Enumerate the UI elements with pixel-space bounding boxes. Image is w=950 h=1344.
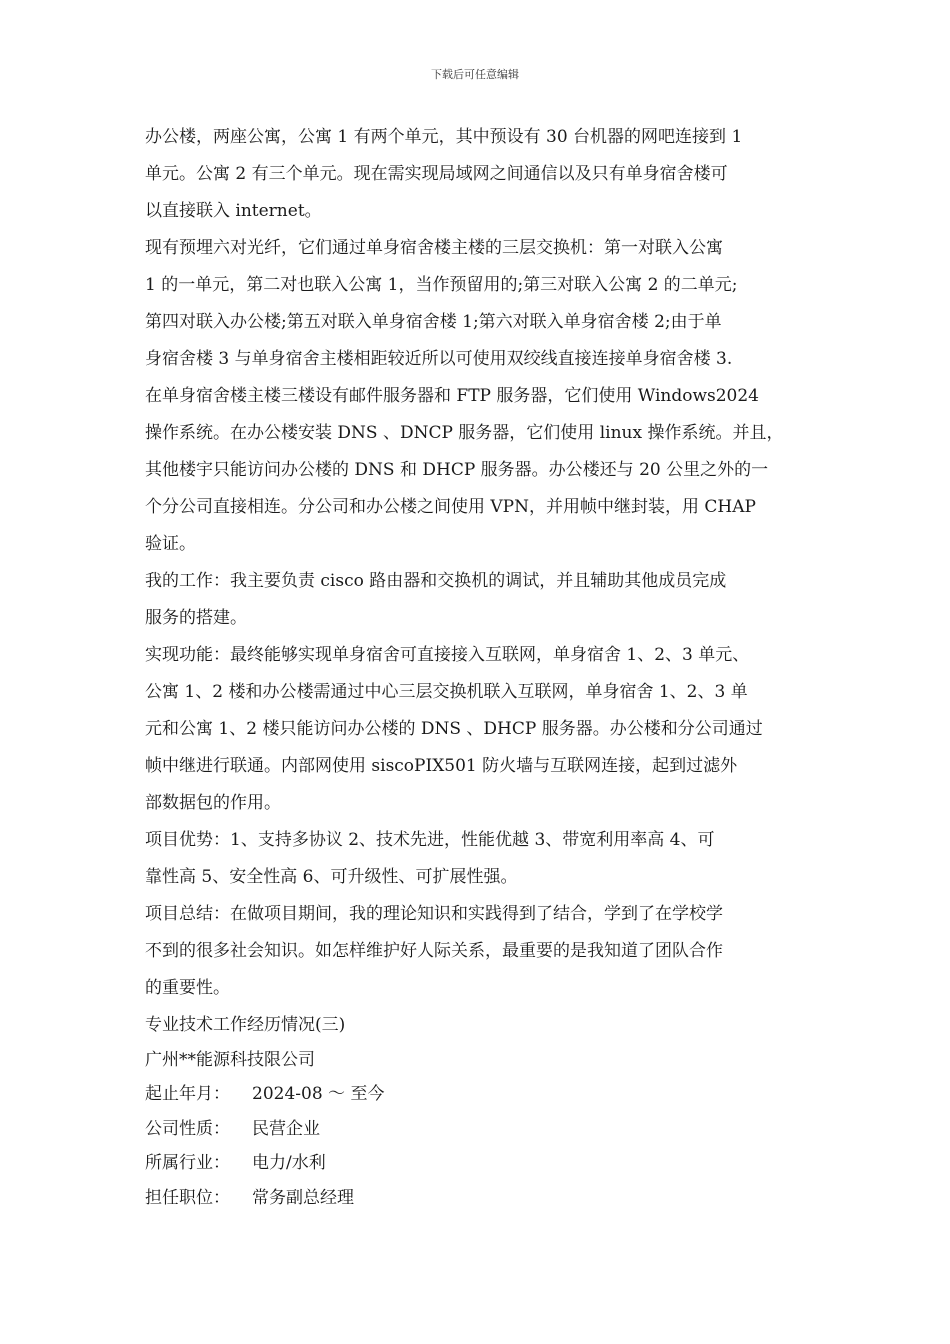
text-line: 我的工作：我主要负责 cisco 路由器和交换机的调试，并且辅助其他成员完成 [145,571,727,591]
text-line: 单元。公寓 2 有三个单元。现在需实现局域网之间通信以及只有单身宿舍楼可 [145,164,728,184]
text-line: 其他楼宇只能访问办公楼的 DNS 和 DHCP 服务器。办公楼还与 20 公里之外的一 [145,460,769,480]
paragraph [145,827,820,901]
work-experience-section [145,1012,820,1219]
text-line: 靠性高 5、安全性高 6、可升级性、可扩展性强。 [145,867,518,887]
text-line: 个分公司直接相连。分公司和办公楼之间使用 VPN，并用帧中继封装，用 CHAP [145,497,756,517]
text-line: 在单身宿舍楼主楼三楼设有邮件服务器和 FTP 服务器，它们使用 Windows2024 [145,386,759,406]
text-line: 验证。 [145,534,196,554]
field-value: 民营企业 [252,1118,320,1139]
text-line: 现有预埋六对光纤，它们通过单身宿舍楼主楼的三层交换机：第一对联入公寓 [145,238,723,258]
field-label: 所属行业： [145,1153,230,1173]
paragraph [145,383,820,568]
text-line: 1 的一单元，第二对也联入公寓 1，当作预留用的;第三对联入公寓 2 的二单元; [145,275,738,295]
document-body [145,124,820,1219]
field-value: 2024-08 ～ 至今 [252,1084,385,1104]
field-row [145,1116,820,1151]
paragraph [145,901,820,1012]
field-row [145,1150,820,1185]
text-line: 服务的搭建。 [145,608,247,628]
text-line: 办公楼，两座公寓，公寓 1 有两个单元，其中预设有 30 台机器的网吧连接到 1 [145,127,743,147]
company-name: 广州**能源科技限公司 [145,1049,315,1070]
text-line: 实现功能：最终能够实现单身宿舍可直接接入互联网，单身宿舍 1、2、3 单元、 [145,645,750,665]
paragraph [145,235,820,383]
text-line: 部数据包的作用。 [145,793,281,813]
text-line: 第四对联入办公楼;第五对联入单身宿舍楼 1;第六对联入单身宿舍楼 2;由于单 [145,312,722,332]
text-line: 元和公寓 1、2 楼只能访问办公楼的 DNS 、DHCP 服务器。办公楼和分公司通过 [145,719,763,739]
text-line: 以直接联入 internet。 [145,201,322,221]
field-row [145,1185,820,1220]
field-label: 担任职位： [145,1187,230,1208]
text-line: 公寓 1、2 楼和办公楼需通过中心三层交换机联入互联网，单身宿舍 1、2、3 单 [145,682,748,702]
field-value: 常务副总经理 [252,1187,354,1208]
page-header: 下载后可任意编辑 [431,68,519,81]
text-line: 操作系统。在办公楼安装 DNS 、DNCP 服务器，它们使用 linux 操作系统。并且， [145,423,784,443]
text-line: 不到的很多社会知识。如怎样维护好人际关系，最重要的是我知道了团队合作 [145,941,723,961]
field-label: 起止年月： [145,1084,230,1104]
text-line: 帧中继进行联通。内部网使用 siscoPIX501 防火墙与互联网连接，起到过滤外 [145,756,738,776]
paragraph [145,642,820,827]
paragraph [145,568,820,642]
text-line: 项目优势：1、支持多协议 2、技术先进，性能优越 3、带宽利用率高 4、可 [145,830,715,850]
text-line: 身宿舍楼 3 与单身宿舍主楼相距较近所以可使用双绞线直接连接单身宿舍楼 3. [145,349,733,369]
field-value: 电力/水利 [252,1153,326,1173]
field-label: 公司性质： [145,1118,230,1139]
paragraph [145,124,820,235]
field-row [145,1081,820,1116]
text-line: 的重要性。 [145,978,230,998]
text-line: 项目总结：在做项目期间，我的理论知识和实践得到了结合，学到了在学校学 [145,904,723,924]
section-title: 专业技术工作经历情况(三) [145,1015,346,1035]
